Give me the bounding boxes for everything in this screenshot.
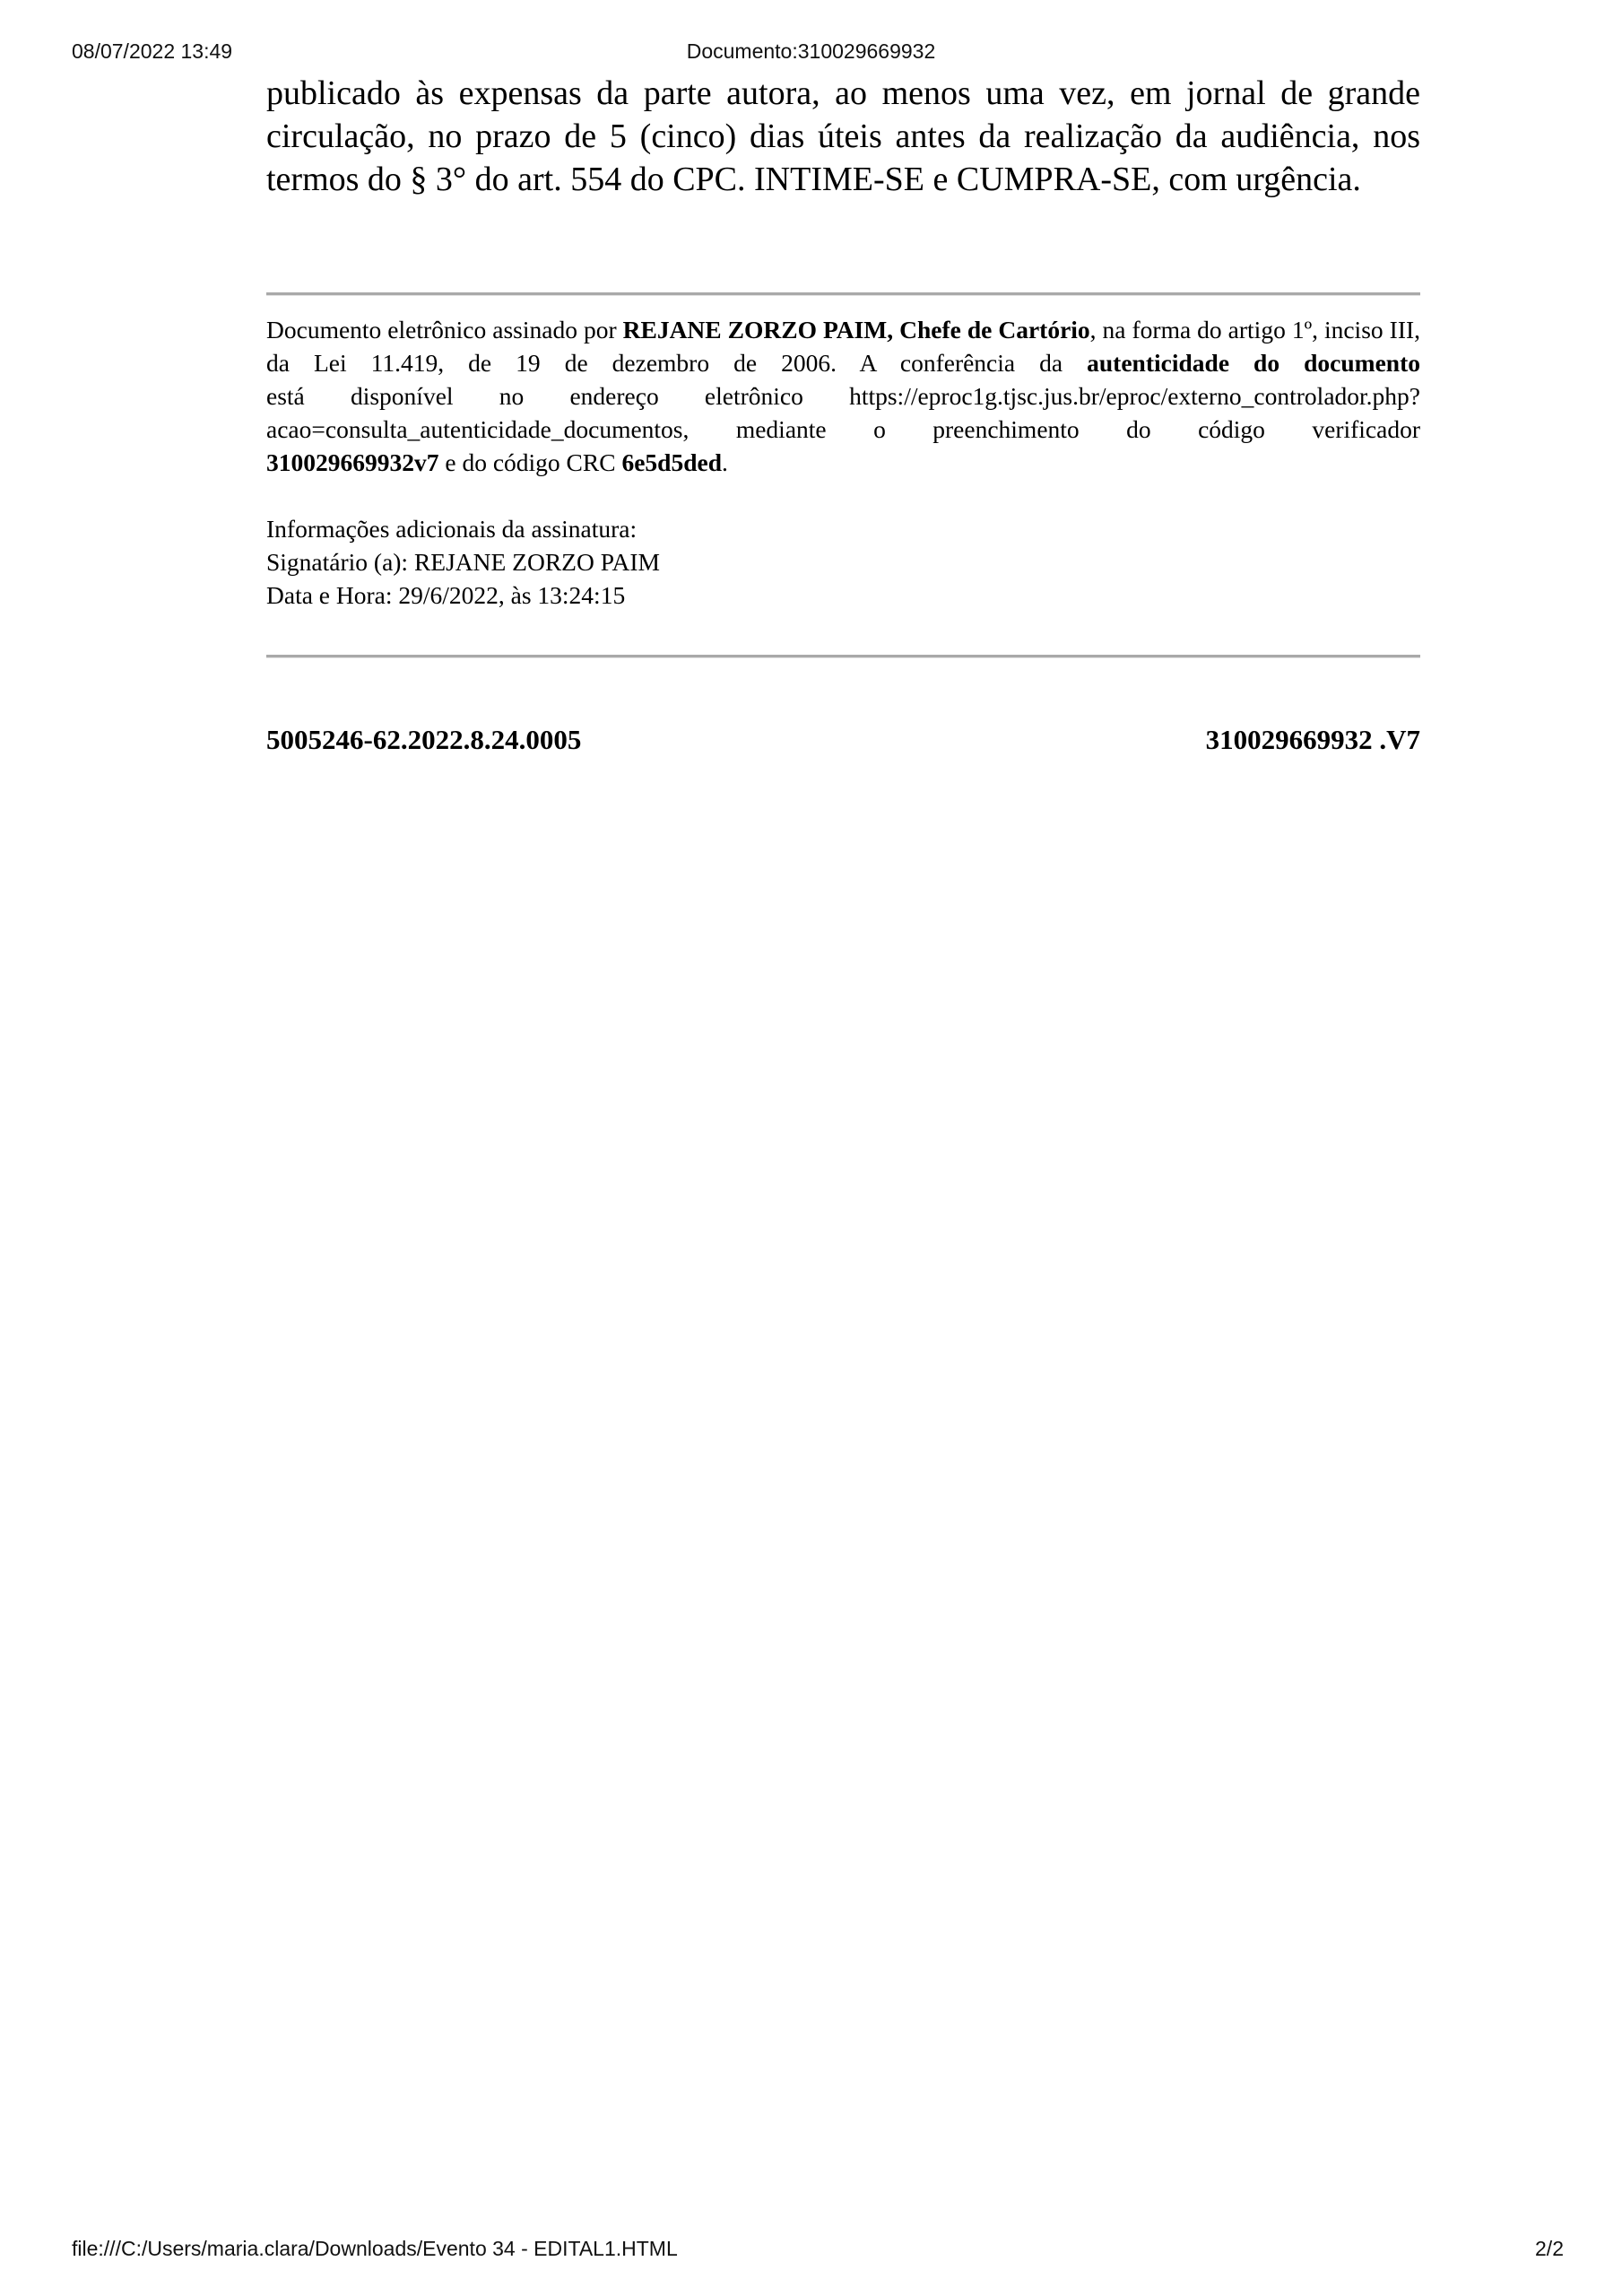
signature-info	[266, 512, 1420, 612]
print-footer-page-number: 2/2	[1535, 2237, 1564, 2260]
signature-block	[266, 313, 1420, 479]
print-header-datetime: 08/07/2022 13:49	[72, 39, 233, 63]
signature-text-1: Documento eletrônico assinado por	[266, 316, 623, 344]
signature-info-datetime: Data e Hora: 29/6/2022, às 13:24:15	[266, 581, 626, 609]
crc-code: 6e5d5ded	[621, 448, 723, 476]
signature-info-signatory: Signatário (a): REJANE ZORZO PAIM	[266, 548, 660, 576]
document-version: 310029669932 .V7	[1205, 724, 1420, 755]
signature-lines-1	[266, 313, 1420, 379]
document-content	[266, 72, 1420, 758]
signature-text-3: está disponível no endereço eletrônico https://eproc1g.tjsc.jus.br/eproc/externo_controlador.php? acao=consulta_autenticidade_documentos, mediante o preenchimento do código verificador	[266, 382, 1420, 443]
signature-text-5: .	[722, 448, 728, 476]
signature-text-4: e do código CRC	[438, 448, 622, 476]
signature-text-2: , na forma do artigo 1º, inciso III, da Lei 11.419, de 19 de dezembro de 2006. A conferência da	[266, 316, 1421, 377]
document-ids	[266, 722, 1420, 758]
top-divider	[266, 292, 1420, 296]
body-paragraph: publicado às expensas da parte autora, ao menos uma vez, em jornal de grande circulação, no prazo de 5 (cinco) dias úteis antes da realização da audiência, nos termos do § 3° do art. 554 do CPC. INTIME-SE e CUMPRA-SE, com urgência.	[266, 74, 1420, 198]
print-footer-file-path: file:///C:/Users/maria.clara/Downloads/Evento 34 - EDITAL1.HTML	[72, 2237, 678, 2260]
print-header-title: Documento:310029669932	[686, 39, 936, 63]
bottom-divider	[266, 655, 1420, 658]
signature-lines-last	[266, 446, 1420, 479]
signer-name: REJANE ZORZO PAIM, Chefe de Cartório	[622, 316, 1090, 344]
signature-info-heading: Informações adicionais da assinatura:	[266, 515, 638, 543]
verifier-code: 310029669932v7	[266, 448, 439, 476]
authenticity-label: autenticidade do documento	[1087, 349, 1420, 377]
process-number: 5005246-62.2022.8.24.0005	[266, 724, 582, 755]
